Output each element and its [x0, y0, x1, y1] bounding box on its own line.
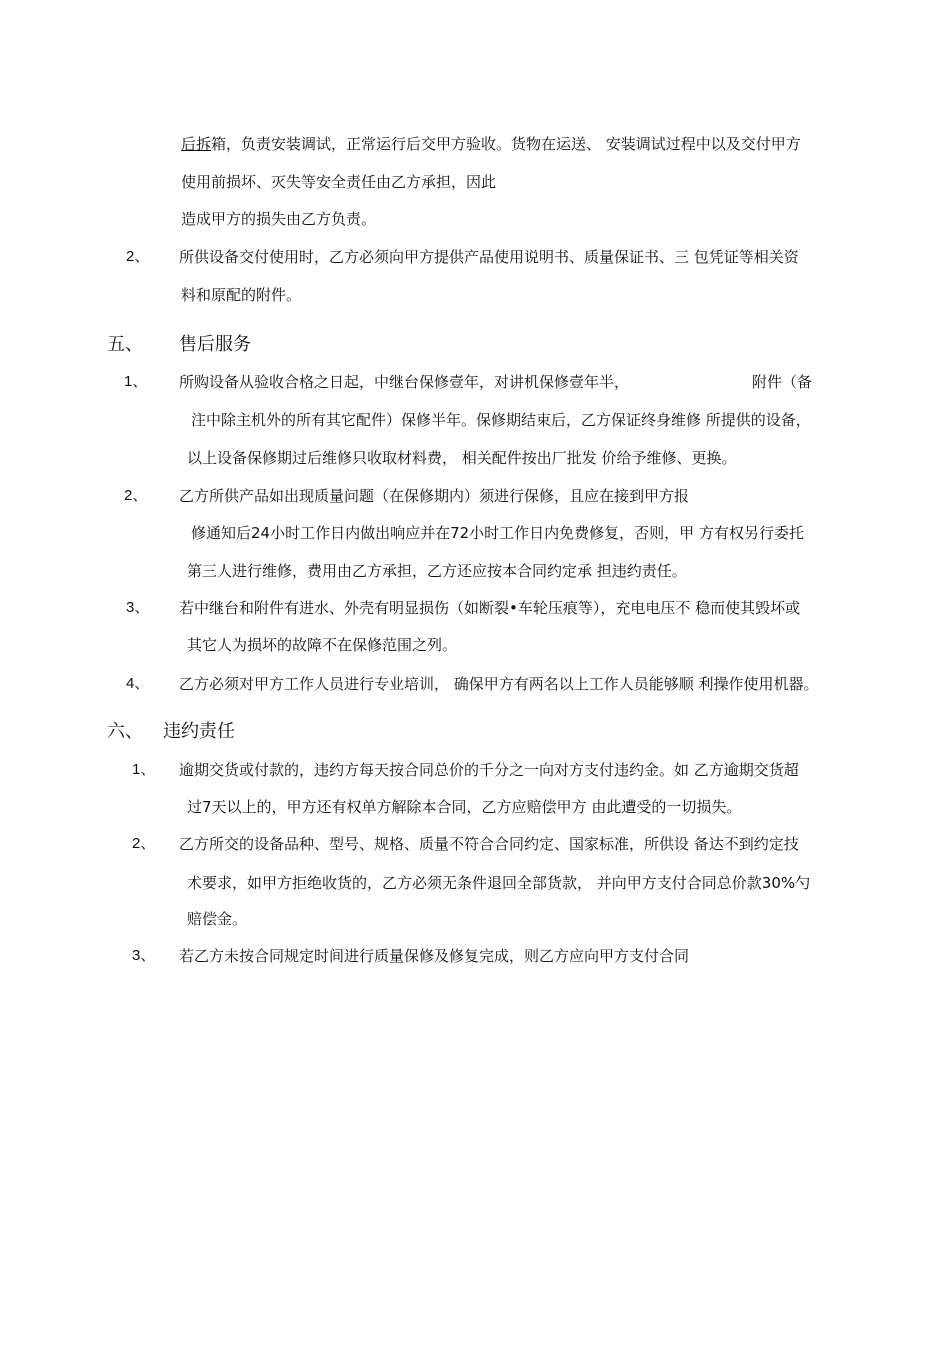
paragraph-line: 第三人进行维修，费用由乙方承担，乙方还应按本合同约定承 担违约责任。: [187, 562, 687, 580]
paragraph-line: [181, 134, 801, 154]
paragraph-line: 乙方所交的设备品种、型号、规格、质量不符合合同约定、国家标准，所供设 备达不到约定技: [179, 835, 799, 853]
item-number: 2、: [126, 248, 150, 265]
paragraph-line: 赔偿金。: [187, 910, 248, 928]
paragraph-line: 乙方必须对甲方工作人员进行专业培训， 确保甲方有两名以上工作人员能够顺 利操作使用机器。: [179, 675, 819, 693]
paragraph-line: 造成甲方的损失由乙方负责。: [181, 210, 377, 228]
item-number: 1、: [132, 761, 156, 778]
paragraph-line: 使用前损坏、灭失等安全责任由乙方承担，因此: [181, 173, 497, 191]
section-number: 五、: [107, 334, 143, 355]
item-number: 3、: [132, 947, 156, 964]
paragraph-line: 修通知后24小时工作日内做出响应并在72小时工作日内免费修复，否则，甲 方有权另行委托: [191, 524, 804, 542]
paragraph-line: 以上设备保修期过后维修只收取材料费， 相关配件按出厂批发 价给予维修、更换。: [187, 449, 737, 467]
paragraph-line: 若乙方未按合同规定时间进行质量保修及修复完成，则乙方应向甲方支付合同: [179, 947, 690, 965]
item-number: 2、: [124, 487, 148, 504]
underlined-text: 后拆: [181, 135, 212, 153]
item-number: 3、: [126, 599, 150, 616]
item-number: 2、: [132, 835, 156, 852]
paragraph-line: 所购设备从验收合格之日起，中继台保修壹年，对讲机保修壹年半，: [179, 373, 630, 391]
paragraph-line: 逾期交货或付款的，违约方每天按合同总价的千分之一向对方支付违约金。如 乙方逾期交货超: [179, 761, 799, 779]
section-number: 六、: [107, 721, 143, 742]
paragraph-line: 若中继台和附件有进水、外壳有明显损伤（如断裂•车轮压痕等），充电电压不 稳而使其毁坏或: [179, 599, 801, 617]
paragraph-line: 其它人为损坏的故障不在保修范围之列。: [187, 636, 458, 654]
paragraph-line: 所供设备交付使用时，乙方必须向甲方提供产品使用说明书、质量保证书、三 包凭证等相关资: [179, 248, 799, 266]
section-title: 售后服务: [179, 334, 251, 355]
paragraph-line: 术要求，如甲方拒绝收货的，乙方必须无条件退回全部货款， 并向甲方支付合同总价款30%勺: [187, 874, 811, 892]
text: 箱，负责安装调试，正常运行后交甲方验收。货物在运送、 安装调试过程中以及交付甲方: [211, 135, 801, 153]
paragraph-line: 乙方所供产品如出现质量问题（在保修期内）须进行保修，且应在接到甲方报: [179, 487, 690, 505]
item-number: 4、: [126, 675, 150, 692]
paragraph-line: 附件（备: [752, 373, 813, 391]
paragraph-line: 料和原配的附件。: [181, 286, 302, 304]
paragraph-line: 过7天以上的，甲方还有权单方解除本合同，乙方应赔偿甲方 由此遭受的一切损失。: [187, 798, 742, 816]
section-title: 违约责任: [163, 721, 235, 742]
item-number: 1、: [124, 373, 148, 390]
paragraph-line: 注中除主机外的所有其它配件）保修半年。保修期结束后，乙方保证终身维修 所提供的设备，: [191, 411, 811, 429]
